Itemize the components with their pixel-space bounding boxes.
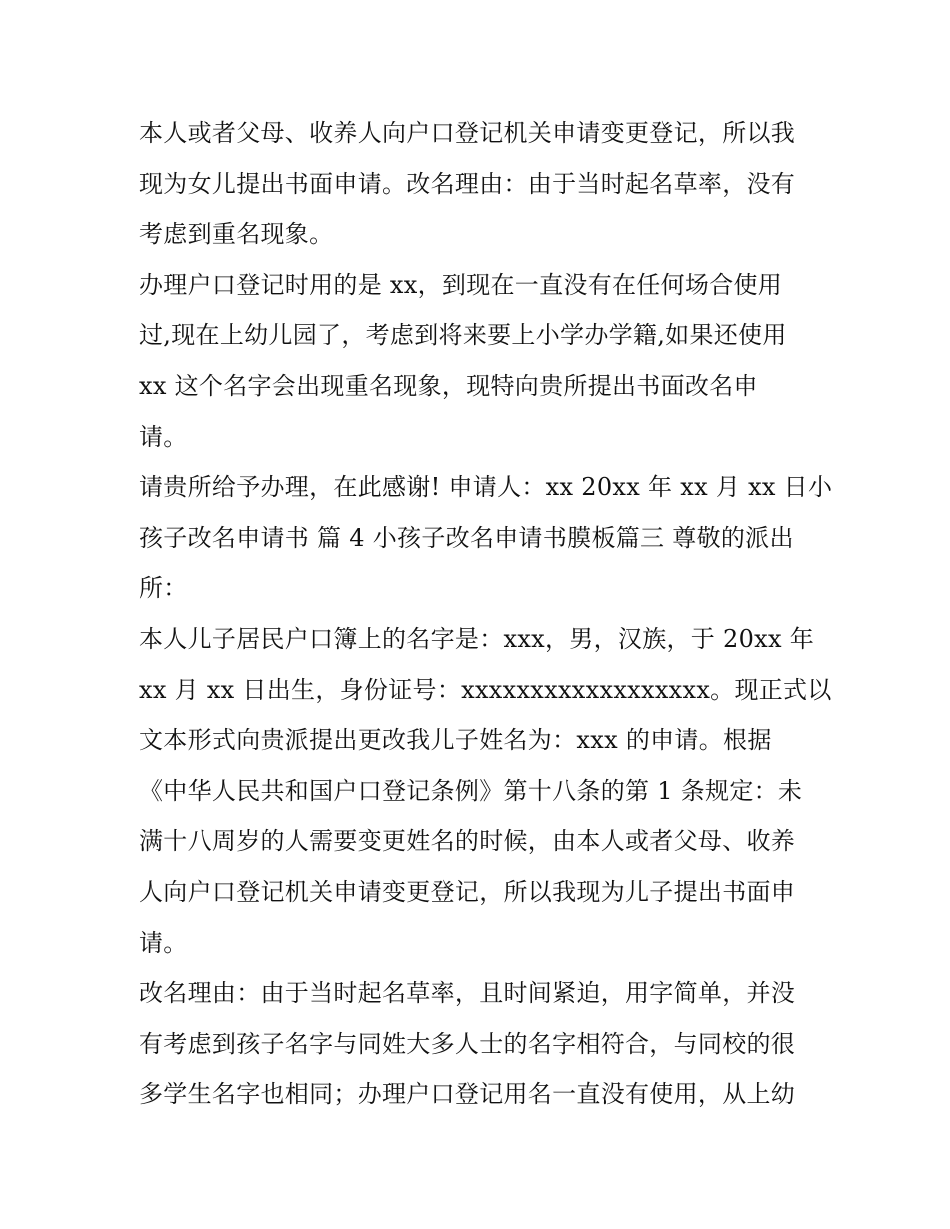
text-line: xx 月 xx 日出生，身份证号：xxxxxxxxxxxxxxxxxx。现正式以 xyxy=(139,675,832,704)
text-line: 请贵所给予办理，在此感谢! 申请人：xx 20xx 年 xx 月 xx 日小 xyxy=(139,473,833,502)
text-line: 孩子改名申请书 篇 4 小孩子改名申请书膜板篇三 尊敬的派出 xyxy=(139,523,794,552)
text-line: 《中华人民共和国户口登记条例》第十八条的第 1 条规定：未 xyxy=(139,776,803,805)
text-line: 所： xyxy=(139,574,188,603)
text-line: 过,现在上幼儿园了，考虑到将来要上小学办学籍,如果还使用 xyxy=(139,321,787,350)
text-line: 满十八周岁的人需要变更姓名的时候，由本人或者父母、收养 xyxy=(139,827,796,856)
text-line: 人向户口登记机关申请变更登记，所以我现为儿子提出书面申 xyxy=(139,877,796,906)
text-line: 现为女儿提出书面申请。改名理由：由于当时起名草率，没有 xyxy=(139,169,796,198)
text-line: 请。 xyxy=(139,422,188,451)
text-line: 办理户口登记时用的是 xx，到现在一直没有在任何场合使用 xyxy=(139,270,783,299)
text-line: 考虑到重名现象。 xyxy=(139,220,334,249)
text-line: 有考虑到孩子名字与同姓大多人士的名字相符合，与同校的很 xyxy=(139,1029,796,1058)
text-line: 文本形式向贵派提出更改我儿子姓名为：xxx 的申请。根据 xyxy=(139,726,772,755)
text-line: 本人儿子居民户口簿上的名字是：xxx，男，汉族，于 20xx 年 xyxy=(139,624,815,653)
text-line: 本人或者父母、收养人向户口登记机关申请变更登记，所以我 xyxy=(139,119,796,147)
text-line: 请。 xyxy=(139,928,188,957)
text-line: 多学生名字也相同；办理户口登记用名一直没有使用，从上幼 xyxy=(139,1080,796,1109)
document-page xyxy=(139,108,833,1120)
text-line: 改名理由：由于当时起名草率，且时间紧迫，用字简单，并没 xyxy=(139,979,796,1008)
text-line: xx 这个名字会出现重名现象，现特向贵所提出书面改名申 xyxy=(139,371,758,400)
